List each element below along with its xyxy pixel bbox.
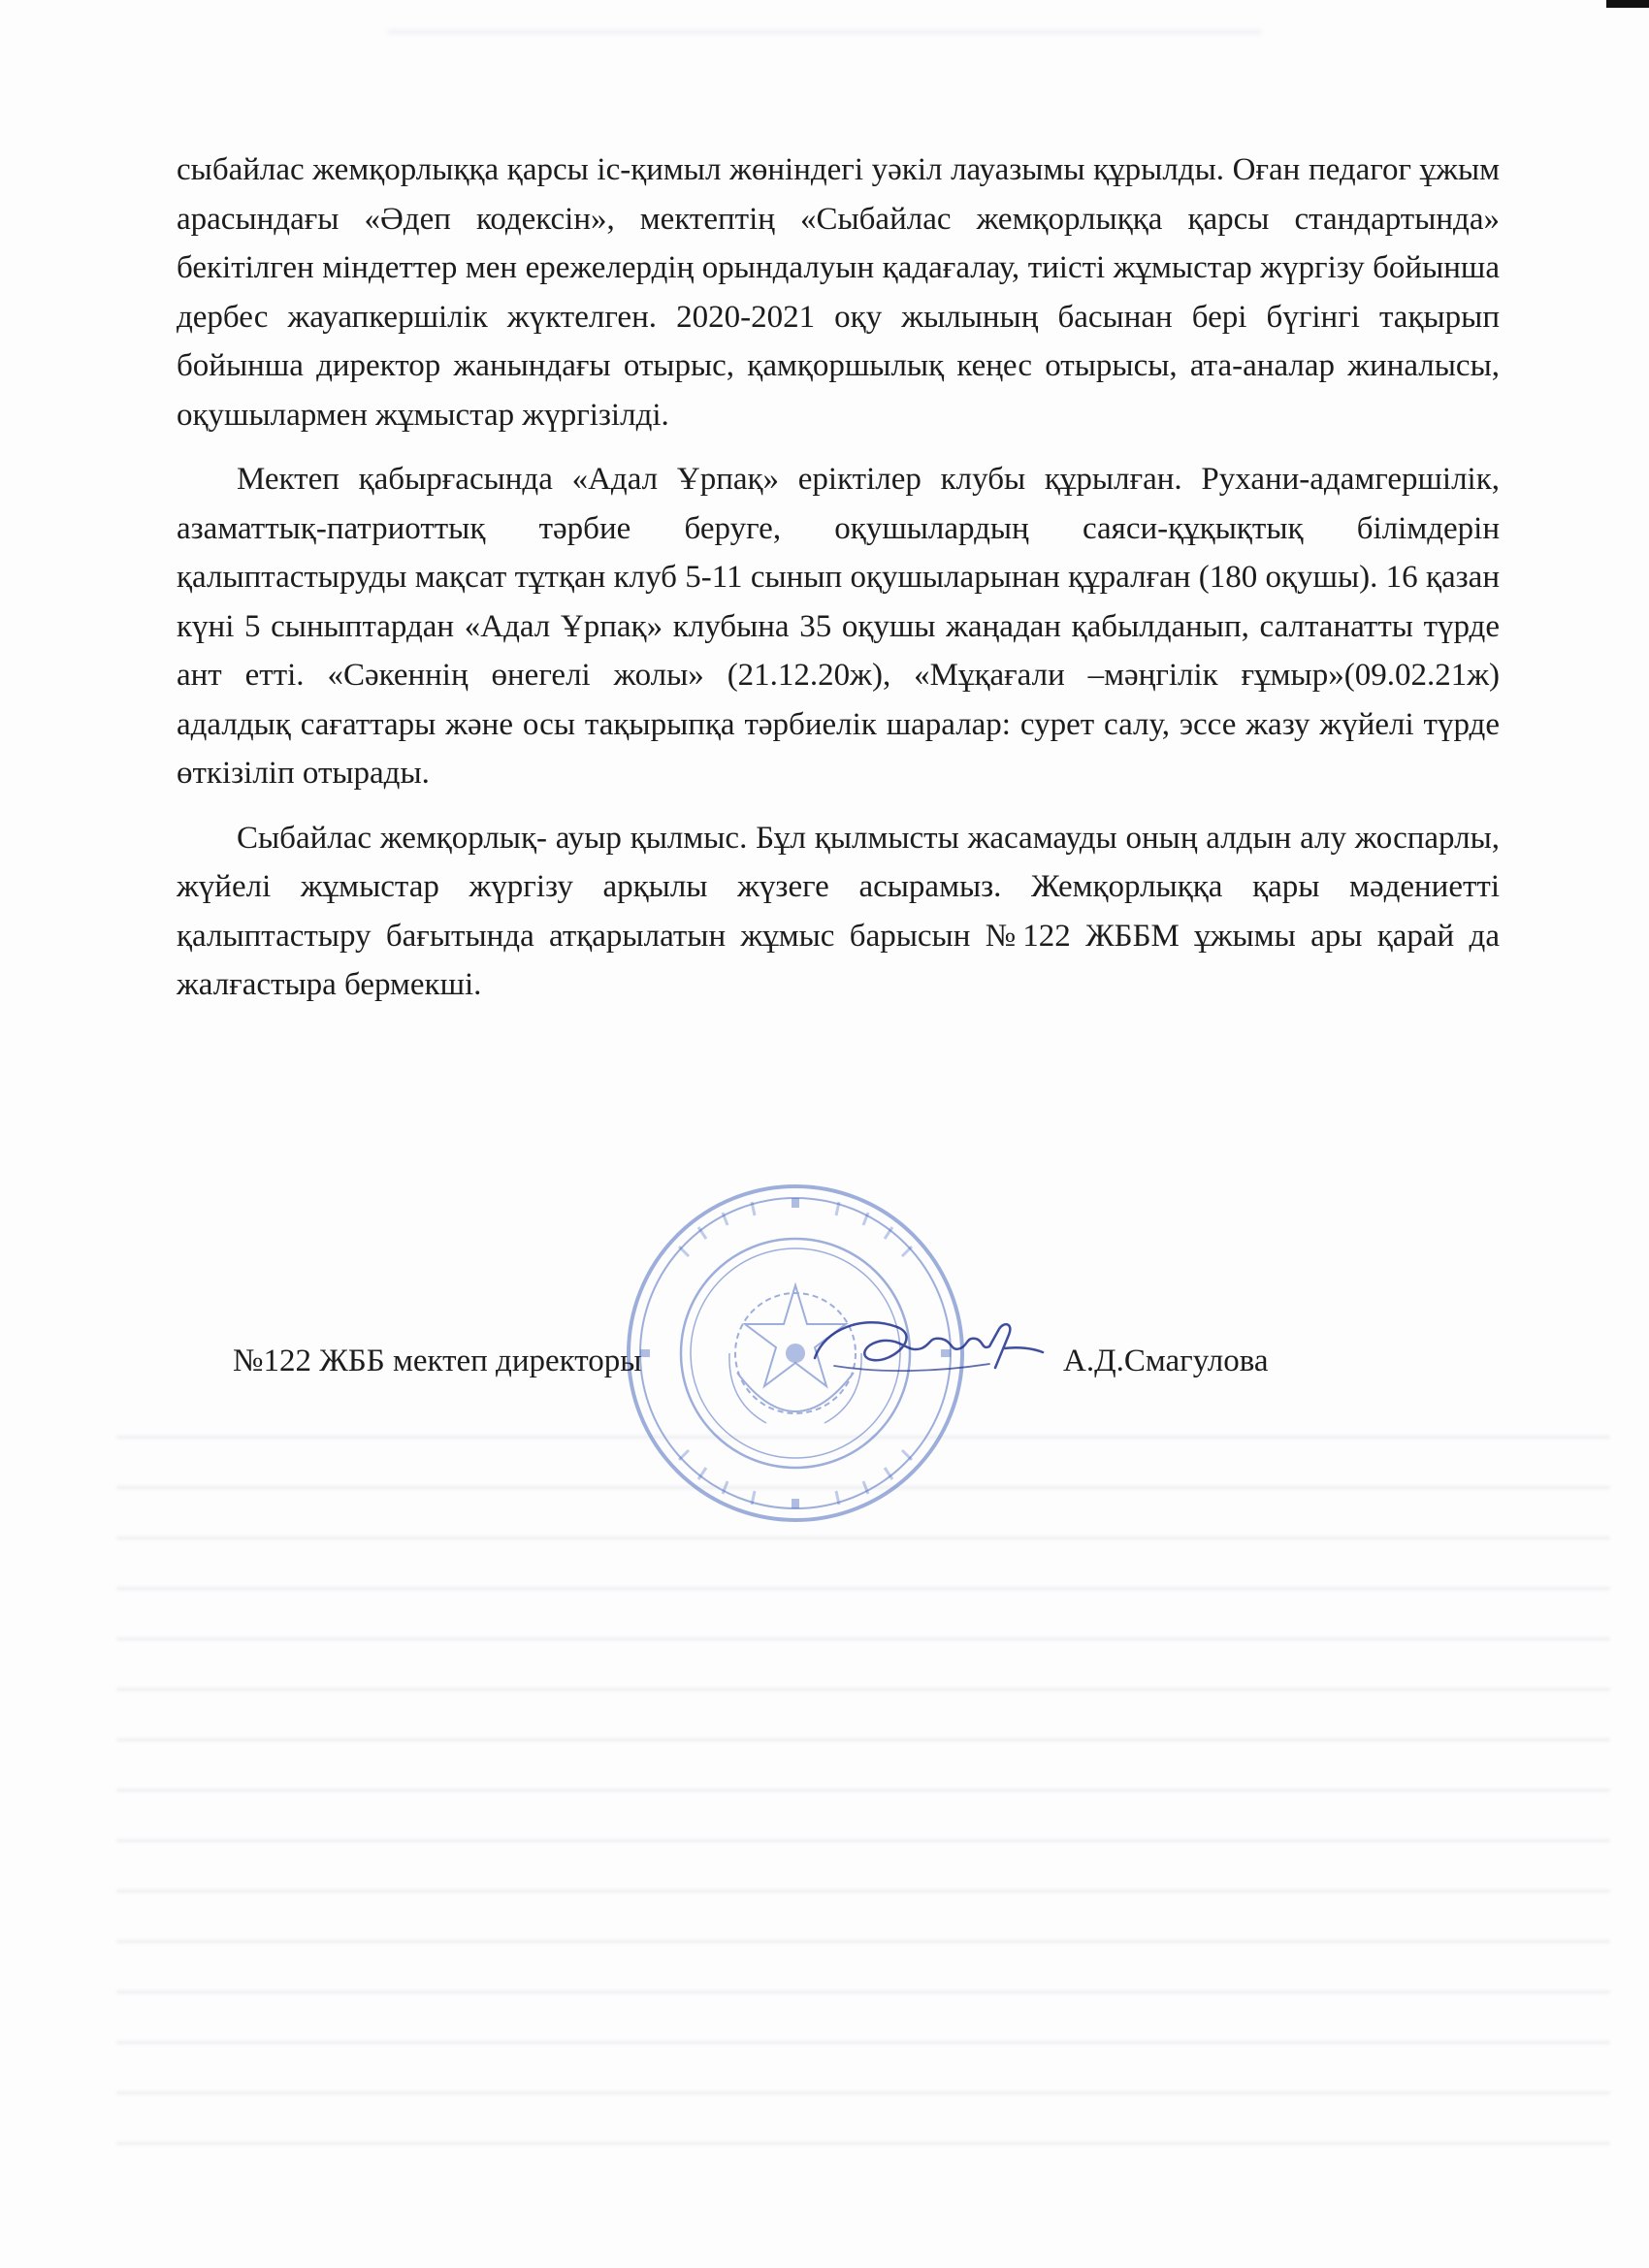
bleed-through-text	[116, 1436, 1610, 2173]
paragraph-3: Сыбайлас жемқорлық- ауыр қылмыс. Бұл қылмысты жасамауды оның алдын алу жоспарлы, жүйелі жұмыстар жүргізу арқылы жүзеге асырамыз. Жемқорлыққа қары мәдениетті қалыптастыру бағытында атқарылатын жұмыс барысын №122 ЖББМ ұжымы ары қарай да жалғастыра бермекші.	[177, 820, 1500, 1002]
scan-smudge	[388, 29, 1261, 35]
signatory-title: №122 ЖББ мектеп директоры	[233, 1344, 642, 1378]
scan-corner-mark	[1606, 0, 1649, 8]
document-body	[177, 146, 1500, 1025]
signatory-name: А.Д.Смагулова	[1063, 1344, 1269, 1378]
paragraph-2: Мектеп қабырғасында «Адал Ұрпақ» еріктілер клубы құрылған. Рухани-адамгершілік, азаматтық-патриоттық тәрбие беруге, оқушылардың саяси-құқықтық білімдерін қалыптастыруды мақсат тұтқан клуб 5-11 сынып оқушыларынан құралған (180 оқушы). 16 қазан күні 5 сыныптардан «Адал Ұрпақ» клубына 35 оқушы жаңадан қабылданып, салтанатты түрде ант етті. «Сәкеннің өнегелі жолы» (21.12.20ж), «Мұқағали –мәңгілік ғұмыр»(09.02.21ж) адалдық сағаттары және осы тақырыпқа тәрбиелік шаралар: сурет салу, эссе жазу жүйелі түрде өткізіліп отырады.	[177, 462, 1500, 791]
handwritten-signature	[805, 1310, 1048, 1387]
paragraph-1: сыбайлас жемқорлыққа қарсы іс-қимыл жөніндегі уәкіл лауазымы құрылды. Оған педагог ұжым арасындағы «Әдеп кодексін», мектептің «Сыбайлас жемқорлыққа қарсы стандартында» бекітілген міндеттер мен ережелердің орындалуын қадағалау, тиісті жұмыстар жүргізу бойынша дербес жауапкершілік жүктелген. 2020-2021 оқу жылының басынан бері бүгінгі тақырып бойынша директор жанындағы отырыс, қамқоршылық кеңес отырысы, ата-аналар жиналысы, оқушылармен жұмыстар жүргізілді.	[177, 152, 1500, 433]
